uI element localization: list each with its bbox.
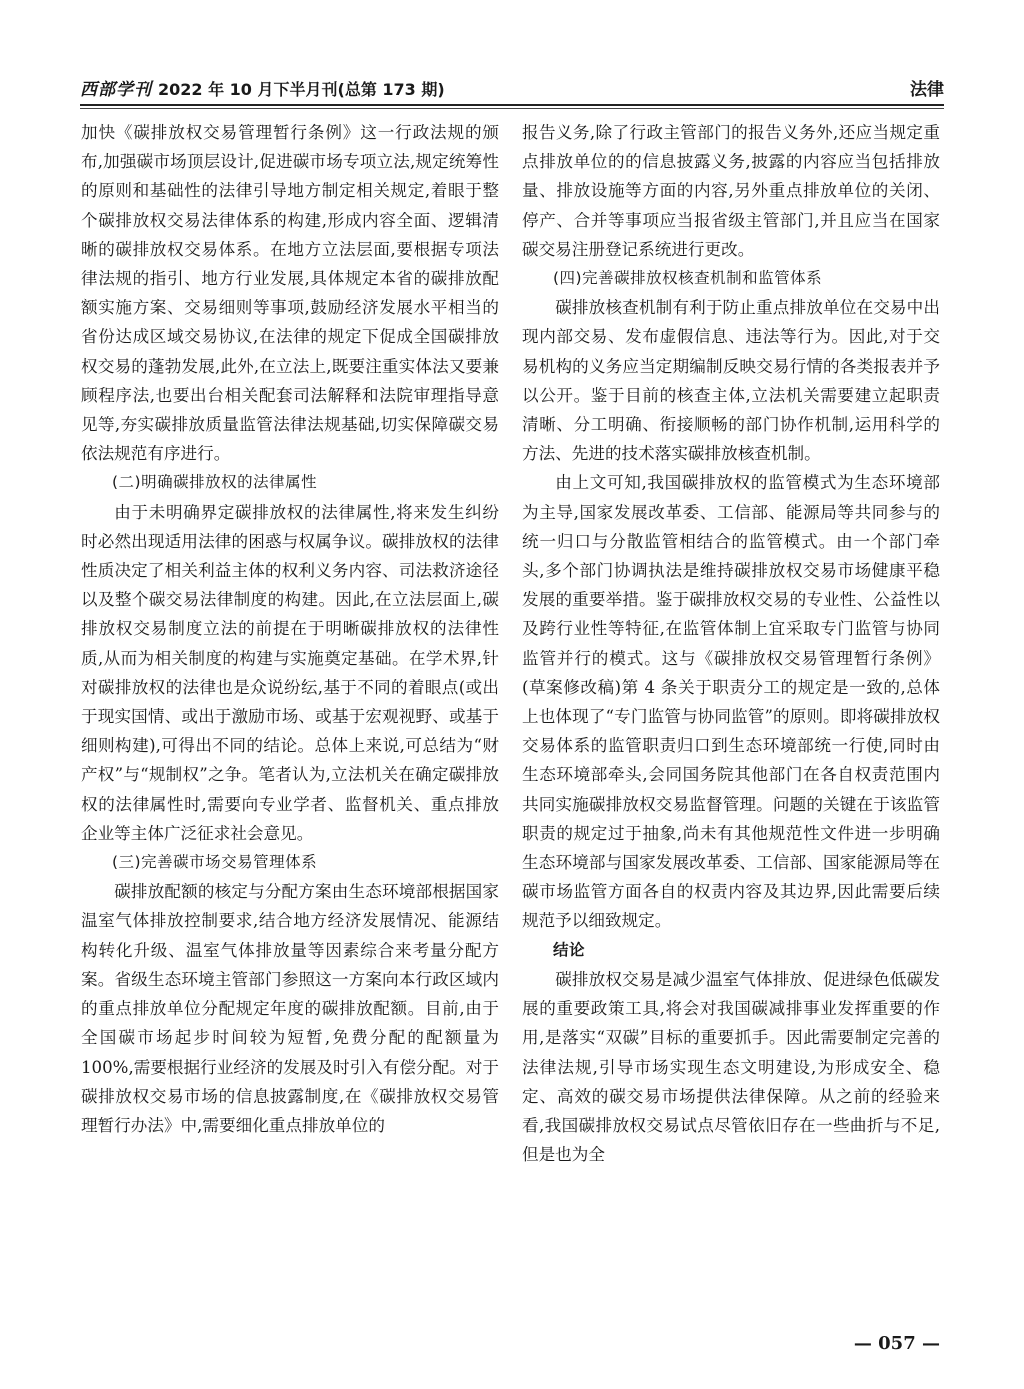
- paragraph: 由上文可知,我国碳排放权的监管模式为生态环境部为主导,国家发展改革委、工信部、能源局等共同参与的统一归口与分散监管相结合的监管模式。由一个部门牵头,多个部门协调执法是维持碳排放权交易市场健康平稳发展的重要举措。鉴于碳排放权交易的专业性、公益性以及跨行业性等特征,在监管体制上宜采取专门监管与协同监管并行的模式。这与《碳排放权交易管理暂行条例》(草案修改稿)第 4 条关于职责分工的规定是一致的,总体上也体现了“专门监管与协同监管”的原则。即将碳排放权交易体系的监管职责归口到生态环境部统一行使,同时由生态环境部牵头,会同国务院其他部门在各自权责范围内共同实施碳排放权交易监督管理。问题的关键在于该监管职责的规定过于抽象,尚未有其他规范性文件进一步明确生态环境部与国家发展改革委、工信部、国家能源局等在碳市场监管方面各自的权责内容及其边界,因此需要后续规范予以细致规定。: [522, 473, 940, 931]
- section-heading: (三)完善碳市场交易管理体系: [112, 853, 318, 872]
- journal-name: 西部学刊: [80, 80, 152, 100]
- paragraph: 碳排放权交易是减少温室气体排放、促进绿色低碳发展的重要政策工具,将会对我国碳减排事业发挥重要的作用,是落实“双碳”目标的重要抓手。因此需要制定完善的法律法规,引导市场实现生态文明建设,为形成安全、稳定、高效的碳交易市场提供法律保障。从之前的经验来看,我国碳排放权交易试点尽管依旧存在一些曲折与不足,但是也为全: [522, 969, 940, 1165]
- paragraph: 由于未明确界定碳排放权的法律属性,将来发生纠纷时必然出现适用法律的困惑与权属争议。碳排放权的法律性质决定了相关利益主体的权利义务内容、司法救济途径以及整个碳交易法律制度的构建。因此,在立法层面上,碳排放权交易制度立法的前提在于明晰碳排放权的法律性质,从而为相关制度的构建与实施奠定基础。在学术界,针对碳排放权的法律也是众说纷纭,基于不同的着眼点(或出于现实国情、或出于激励市场、或基于宏观视野、或基于细则构建),可得出不同的结论。总体上来说,可总结为“财产权”与“规制权”之争。笔者认为,立法机关在确定碳排放权的法律属性时,需要向专业学者、监督机关、重点排放企业等主体广泛征求社会意见。: [81, 502, 499, 843]
- page-number: — 057 —: [853, 1333, 940, 1354]
- paragraph: 报告义务,除了行政主管部门的报告义务外,还应当规定重点排放单位的的信息披露义务,披露的内容应当包括排放量、排放设施等方面的内容,另外重点排放单位的关闭、停产、合并等事项应当报省级主管部门,并且应当在国家碳交易注册登记系统进行更改。: [522, 123, 940, 259]
- section-heading: (二)明确碳排放权的法律属性: [112, 473, 318, 492]
- right-column: [522, 118, 940, 1169]
- header-rule-thick: [80, 104, 944, 106]
- running-header: [80, 70, 944, 100]
- section-heading: (四)完善碳排放权核查机制和监管体系: [553, 269, 823, 288]
- conclusion-heading: 结论: [553, 940, 586, 959]
- issue-info: 2022 年 10 月下半月刊(总第 173 期): [158, 80, 445, 99]
- paragraph: 加快《碳排放权交易管理暂行条例》这一行政法规的颁布,加强碳市场顶层设计,促进碳市场专项立法,规定统筹性的原则和基础性的法律引导地方制定相关规定,着眼于整个碳排放权交易法律体系的构建,形成内容全面、逻辑清晰的碳排放权交易体系。在地方立法层面,要根据专项法律法规的指引、地方行业发展,具体规定本省的碳排放配额实施方案、交易细则等事项,鼓励经济发展水平相当的省份达成区域交易协议,在法律的规定下促成全国碳排放权交易的蓬勃发展,此外,在立法上,既要注重实体法又要兼顾程序法,也要出台相关配套司法解释和法院审理指导意见等,夯实碳排放质量监管法律法规基础,切实保障碳交易依法规范有序进行。: [81, 123, 499, 464]
- header-rule-thin: [80, 108, 944, 109]
- header-left: [80, 75, 445, 100]
- paragraph: 碳排放配额的核定与分配方案由生态环境部根据国家温室气体排放控制要求,结合地方经济发展情况、能源结构转化升级、温室气体排放量等因素综合来考量分配方案。省级生态环境主管部门参照这一方案向本行政区域内的重点排放单位分配规定年度的碳排放配额。目前,由于全国碳市场起步时间较为短暂,免费分配的配额量为 100%,需要根据行业经济的发展及时引入有偿分配。对于碳排放权交易市场的信息披露制度,在《碳排放权交易管理暂行办法》中,需要细化重点排放单位的: [81, 882, 499, 1135]
- section-name: 法律: [910, 80, 944, 100]
- left-column: [81, 118, 499, 1140]
- paragraph: 碳排放核查机制有利于防止重点排放单位在交易中出现内部交易、发布虚假信息、违法等行为。因此,对于交易机构的义务应当定期编制反映交易行情的各类报表并予以公开。鉴于目前的核查主体,立法机关需要建立起职责清晰、分工明确、衔接顺畅的部门协作机制,运用科学的方法、先进的技术落实碳排放核查机制。: [522, 298, 940, 464]
